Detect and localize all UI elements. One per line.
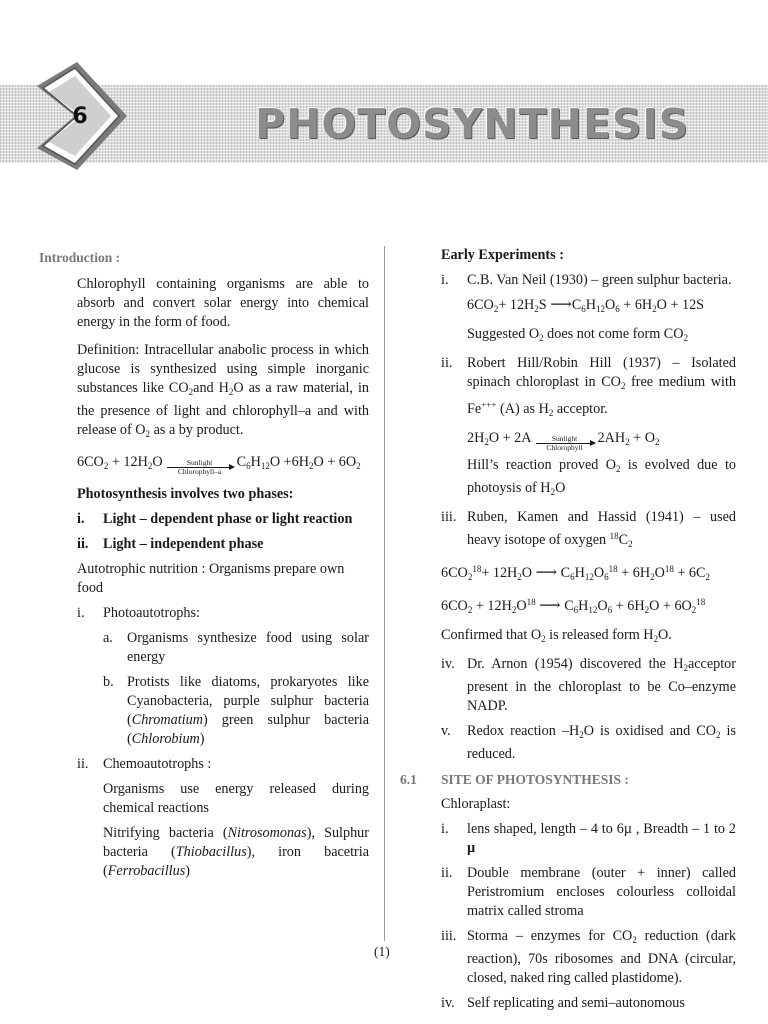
phase-item-2: ii. Light – independent phase [77,536,264,552]
intro-heading: Introduction : [39,250,121,265]
experiment-1-equation: $6CO_2+ 12H_2S$ $⟶C_6H_{12}O_6 + 6H_2O + 12S$ [467,297,705,314]
experiment-4: iv. Dr. Arnon (1954) discovered the $H_2acceptor$ present in the chloroplast to be Co–enzyme NADP. [441,656,736,714]
early-experiments-heading: Early Experiments : [441,247,564,263]
chapter-title: PHOTOSYNTHESIS [255,100,690,148]
chloroplast-item-1: i. lens shaped, length – 4 to 6µ , Breadth – 1 to 2 µ [441,821,736,856]
phase-item-1: i. Light – dependent phase or light reaction [77,511,353,527]
chloroplast-item-4: iv. Self replicating and semi–autonomous [441,995,685,1011]
hill-reaction-text: Hill’s reaction proved $O_2$ is evolved due to photoysis of $H_2O$ [467,457,736,497]
column-divider [384,246,385,941]
right-column [400,246,736,1013]
photo-sub-a: a. Organisms synthesize food using solar energy [103,630,369,665]
chemo-paragraph: Organisms use energy released during chemical reactions [103,781,369,816]
chloroplast-item-2: ii. Double membrane (outer + inner) called Peristromium encloses colourless colloidal matrix called stroma [441,865,736,919]
left-column [39,248,369,881]
chloroplast-item-3: iii. Storma – enzymes for $CO_2$ reduction (dark reaction), 70s ribosomes and DNA (circular, closed, naked ring called plastidome). [441,928,736,986]
chloroplast-heading: Chloraplast: [441,796,511,812]
photoautotrophs-item: i. Photoautotrophs: [77,605,200,621]
chapter-number: 6 [72,104,88,129]
nitrifying-paragraph: Nitrifying bacteria (Nitrosomonas), Sulphur bacteria (Thiobacillus), iron bacetria (Ferrobacillus) [103,825,370,879]
isotope-equation-2: $6CO_2 + 12H_2O^{18}$ ⟶ $C_6H_{12}O_6 + 6H_2O + 6O_2^{18}$ [441,597,706,615]
photosynthesis-equation: $6CO_2 + 12H_2O$ Sunlight Chlorophyll–a $C_6H_{12}O +6H_2O + 6O_2$ [77,454,361,476]
phases-heading: Photosynthesis involves two phases: [77,486,294,502]
experiment-5: v. Redox reaction $-H_2O$ is oxidised and $CO_2$ is reduced. [441,723,736,762]
section-heading-site: 6.1 SITE OF PHOTOSYNTHESIS : [400,772,629,787]
photo-sub-b: b. Protists like diatoms, prokaryotes like Cyanobacteria, purple sulphur bacteria (Chromatium) green sulphur bacteria (Chlorobium) [103,674,369,747]
page-number: (1) [374,944,390,959]
definition-paragraph: Definition: Intracellular anabolic process in which glucose is synthesized using simple inorganic substances like $CO_2and$ $H_2O$ as a raw material, in the presence of light and chlorophyll–a and with release of $O_2$ as a by product. [77,342,369,439]
experiment-2: ii. Robert Hill/Robin Hill (1937) – Isolated spinach chloroplast in $CO_2$ free medium with Fe+++ (A) as $H_2$ acceptor. [441,355,737,418]
isotope-equation-1: $6CO_2^{18}+ 12H_2O$ ⟶ $C_6H_{12}O_6^{18} + 6H_2O^{18} + 6C_2$ [441,564,710,582]
confirm-text: Confirmed that $O_2$ is released form $H_2O$. [441,627,672,644]
intro-paragraph: Chlorophyll containing organisms are able to absorb and convert solar energy into chemical energy in the form of food. [77,276,369,330]
experiment-1-suggestion: Suggested $O_2$ does not come form $CO_2$ [467,326,689,343]
autotrophic-text: Autotrophic nutrition : Organisms prepare own food [77,561,345,596]
experiment-3: iii. Ruben, Kamen and Hassid (1941) – used heavy isotope of oxygen $^{18}C_2$ [441,509,736,549]
hill-equation: $2H_2O + 2A$ Sunlight Chlorophyll $2AH_2 + O_2$ [467,430,660,452]
experiment-1: i. C.B. Van Neil (1930) – green sulphur bacteria. [441,272,732,288]
chemoautotrophs-item: ii. Chemoautotrophs : [77,756,212,772]
